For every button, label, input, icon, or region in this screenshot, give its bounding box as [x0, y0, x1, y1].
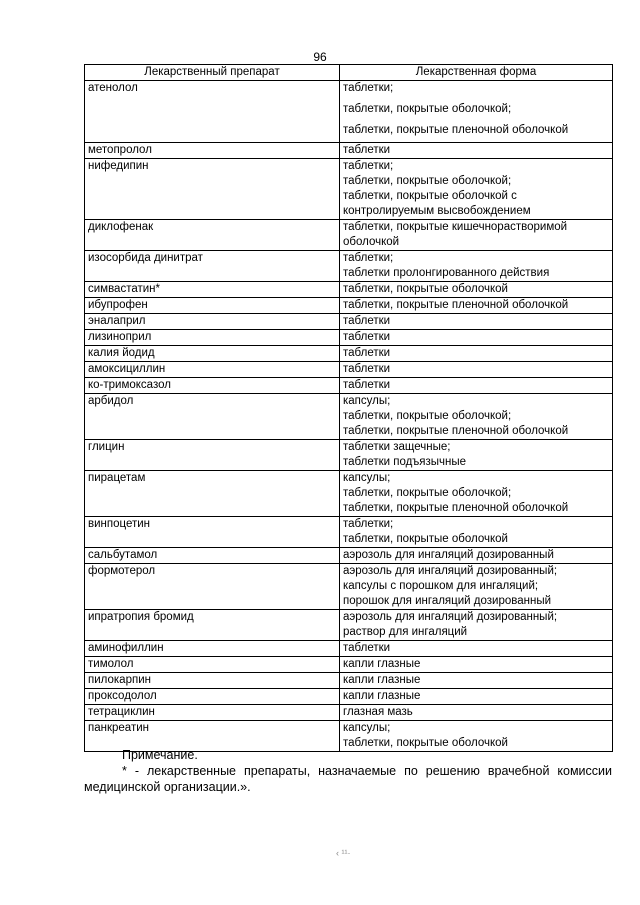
drug-form-cell	[340, 220, 613, 251]
drug-form-line: таблетки, покрытые оболочкой;	[343, 175, 512, 187]
drug-form-cell	[340, 362, 613, 378]
table-row	[85, 564, 613, 610]
drug-name-cell: тетрациклин	[85, 705, 340, 721]
drug-form-line: таблетки;	[343, 518, 394, 530]
drug-form-line: таблетки	[343, 144, 391, 156]
drug-form-cell	[340, 548, 613, 564]
drug-name-cell: нифедипин	[85, 159, 340, 220]
drug-form-cell	[340, 251, 613, 282]
drug-form-cell	[340, 81, 613, 143]
drug-form-line: капсулы;	[343, 722, 391, 734]
drug-form-cell	[340, 517, 613, 548]
drug-name-cell: атенолол	[85, 81, 340, 143]
table-row	[85, 689, 613, 705]
drug-form-line: таблетки	[343, 315, 391, 327]
drug-name-cell: симвастатин*	[85, 282, 340, 298]
drug-form-line: таблетки	[343, 331, 391, 343]
drug-form-line: аэрозоль для ингаляций дозированный;	[343, 611, 558, 623]
drug-name-cell: панкреатин	[85, 721, 340, 752]
drug-name-cell: ипратропия бромид	[85, 610, 340, 641]
drug-form-line: таблетки, покрытые оболочкой;	[343, 103, 512, 115]
drug-form-line: глазная мазь	[343, 706, 413, 718]
drug-form-line: таблетки, покрытые пленочной оболочкой	[343, 124, 569, 136]
drug-form-line: таблетки	[343, 642, 391, 654]
drug-form-line: таблетки;	[343, 82, 394, 94]
header-form: Лекарственная форма	[340, 65, 613, 81]
table-row	[85, 298, 613, 314]
drug-form-line: капли глазные	[343, 674, 421, 686]
header-drug: Лекарственный препарат	[85, 65, 340, 81]
drug-form-cell	[340, 564, 613, 610]
drug-name-cell: проксодолол	[85, 689, 340, 705]
drug-form-line: раствор для ингаляций	[343, 626, 468, 638]
drug-form-cell	[340, 721, 613, 752]
drug-form-line: таблетки, покрытые оболочкой;	[343, 487, 512, 499]
table-row	[85, 81, 613, 143]
note-text: * - лекарственные препараты, назначаемые по решению врачебной комиссии медицинской организации.».	[84, 764, 612, 794]
drug-form-cell	[340, 330, 613, 346]
drug-name-cell: тимолол	[85, 657, 340, 673]
drug-table	[84, 64, 613, 752]
drug-form-cell	[340, 143, 613, 159]
drug-form-line: аэрозоль для ингаляций дозированный;	[343, 565, 558, 577]
drug-form-cell	[340, 440, 613, 471]
table-row	[85, 394, 613, 440]
drug-form-line: капсулы с порошком для ингаляций;	[343, 580, 539, 592]
drug-form-line: таблетки, покрытые оболочкой	[343, 283, 508, 295]
drug-table-body	[85, 81, 613, 752]
table-row	[85, 159, 613, 220]
drug-form-line: капсулы;	[343, 395, 391, 407]
drug-name-cell: глицин	[85, 440, 340, 471]
drug-form-line: аэрозоль для ингаляций дозированный	[343, 549, 554, 561]
drug-form-line: таблетки	[343, 363, 391, 375]
drug-name-cell: винпоцетин	[85, 517, 340, 548]
drug-name-cell: метопролол	[85, 143, 340, 159]
table-row	[85, 346, 613, 362]
drug-form-line: таблетки;	[343, 252, 394, 264]
drug-form-line: таблетки	[343, 347, 391, 359]
table-row	[85, 330, 613, 346]
drug-form-cell	[340, 159, 613, 220]
table-row	[85, 143, 613, 159]
table-row	[85, 440, 613, 471]
table-row	[85, 220, 613, 251]
note-title: Примечание.	[122, 748, 198, 762]
drug-form-line: таблетки, покрытые оболочкой;	[343, 410, 512, 422]
drug-form-cell	[340, 314, 613, 330]
table-row	[85, 610, 613, 641]
drug-name-cell: арбидол	[85, 394, 340, 440]
table-header-row	[85, 65, 613, 81]
drug-name-cell: ко-тримоксазол	[85, 378, 340, 394]
drug-form-line: таблетки, покрытые пленочной оболочкой	[343, 299, 569, 311]
table-row	[85, 362, 613, 378]
drug-form-cell	[340, 705, 613, 721]
table-row	[85, 471, 613, 517]
drug-form-line: таблетки подъязычные	[343, 456, 467, 468]
drug-form-cell	[340, 673, 613, 689]
drug-form-line: капли глазные	[343, 658, 421, 670]
drug-form-line: таблетки, покрытые пленочной оболочкой	[343, 502, 569, 514]
table-row	[85, 282, 613, 298]
drug-form-cell	[340, 282, 613, 298]
drug-form-line: таблетки, покрытые оболочкой с контролируемым высвобождением	[343, 190, 531, 217]
table-row	[85, 314, 613, 330]
table-row	[85, 517, 613, 548]
drug-name-cell: пирацетам	[85, 471, 340, 517]
drug-form-line: таблетки	[343, 379, 391, 391]
drug-form-line: капли глазные	[343, 690, 421, 702]
drug-name-cell: лизиноприл	[85, 330, 340, 346]
drug-form-cell	[340, 298, 613, 314]
drug-form-cell	[340, 394, 613, 440]
table-row	[85, 641, 613, 657]
drug-name-cell: диклофенак	[85, 220, 340, 251]
table-row	[85, 673, 613, 689]
drug-form-line: таблетки защечные;	[343, 441, 451, 453]
drug-name-cell: формотерол	[85, 564, 340, 610]
table-row	[85, 657, 613, 673]
drug-name-cell: эналаприл	[85, 314, 340, 330]
drug-form-line: таблетки, покрытые пленочной оболочкой	[343, 425, 569, 437]
table-row	[85, 721, 613, 752]
drug-form-cell	[340, 471, 613, 517]
drug-name-cell: аминофиллин	[85, 641, 340, 657]
drug-name-cell: сальбутамол	[85, 548, 340, 564]
drug-form-line: таблетки пролонгированного действия	[343, 267, 550, 279]
table-row	[85, 548, 613, 564]
drug-form-cell	[340, 610, 613, 641]
drug-form-line: порошок для ингаляций дозированный	[343, 595, 552, 607]
table-row	[85, 251, 613, 282]
drug-name-cell: ибупрофен	[85, 298, 340, 314]
drug-form-line: таблетки, покрытые кишечнорастворимой оболочкой	[343, 221, 568, 248]
drug-form-cell	[340, 378, 613, 394]
drug-form-cell	[340, 689, 613, 705]
drug-form-cell	[340, 346, 613, 362]
table-row	[85, 378, 613, 394]
drug-name-cell: калия йодид	[85, 346, 340, 362]
page-number: 96	[313, 50, 327, 64]
drug-name-cell: изосорбида динитрат	[85, 251, 340, 282]
drug-form-line: таблетки;	[343, 160, 394, 172]
drug-form-line: таблетки, покрытые оболочкой	[343, 737, 508, 749]
drug-form-line: таблетки, покрытые оболочкой	[343, 533, 508, 545]
drug-name-cell: пилокарпин	[85, 673, 340, 689]
drug-form-cell	[340, 657, 613, 673]
drug-form-cell	[340, 641, 613, 657]
stray-mark: ‹ ¹¹·	[336, 848, 351, 858]
table-row	[85, 705, 613, 721]
drug-form-line: капсулы;	[343, 472, 391, 484]
drug-name-cell: амоксициллин	[85, 362, 340, 378]
